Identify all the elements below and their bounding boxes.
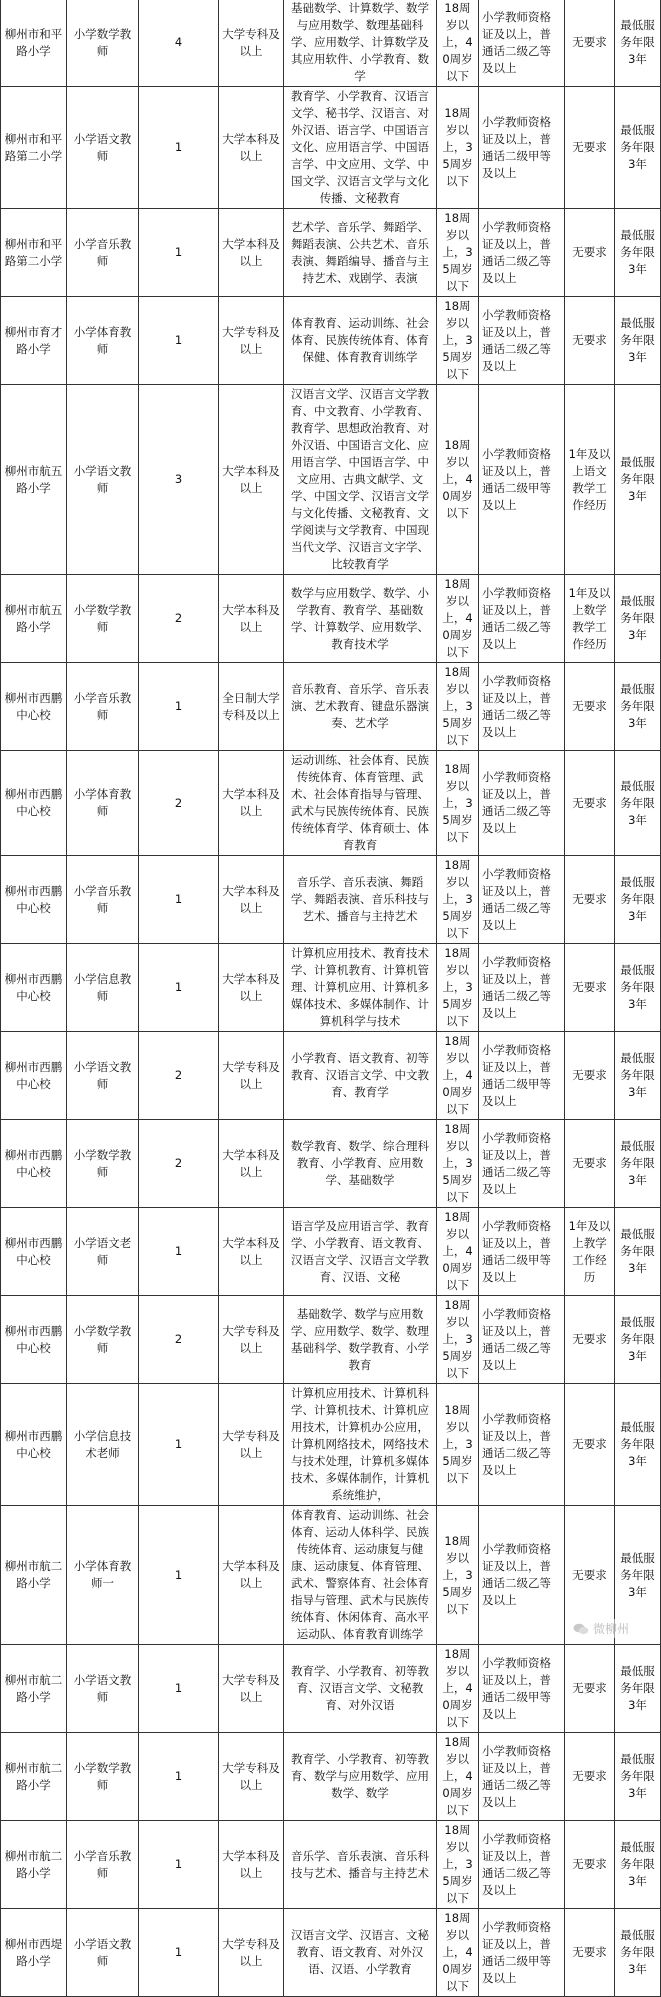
cell-position: 小学语文教师 bbox=[67, 87, 139, 209]
cell-education: 大学本科及以上 bbox=[219, 751, 284, 856]
table-row bbox=[1, 1645, 661, 1733]
cell-cert: 小学教师资格证及以上，普通话二级乙等及以上 bbox=[479, 0, 565, 87]
cell-cert: 小学教师资格证及以上，普通话二级甲等及以上 bbox=[479, 1645, 565, 1733]
cell-education: 大学本科及以上 bbox=[219, 1506, 284, 1645]
table-row bbox=[1, 663, 661, 751]
cell-school: 柳州市和平路第二小学 bbox=[1, 87, 67, 209]
cell-cert: 小学教师资格证及以上，普通话二级乙等及以上 bbox=[479, 1384, 565, 1506]
cell-count: 1 bbox=[139, 1645, 219, 1733]
table-row bbox=[1, 1733, 661, 1821]
cell-experience: 无要求 bbox=[565, 1821, 615, 1909]
cell-position: 小学数学教师 bbox=[67, 0, 139, 87]
cell-cert: 小学教师资格证及以上，普通话二级乙等及以上 bbox=[479, 1296, 565, 1384]
table-row bbox=[1, 1032, 661, 1120]
cell-education: 大学专科及以上 bbox=[219, 297, 284, 385]
table-row bbox=[1, 856, 661, 944]
cell-service: 最低服务年限3年 bbox=[615, 385, 661, 575]
cell-school: 柳州市西鹏中心校 bbox=[1, 944, 67, 1032]
cell-experience: 1年及以上语文教学工作经历 bbox=[565, 385, 615, 575]
cell-education: 大学专科及以上 bbox=[219, 1909, 284, 1997]
cell-school: 柳州市西鹏中心校 bbox=[1, 751, 67, 856]
cell-age: 18周岁以上，35周岁以下 bbox=[437, 1821, 479, 1909]
cell-school: 柳州市西鹏中心校 bbox=[1, 1296, 67, 1384]
cell-majors: 基础数学、数学与应用数学、应用数学、数学、数理基础科学、数学教育、小学教育 bbox=[284, 1296, 437, 1384]
table-row bbox=[1, 297, 661, 385]
cell-position: 小学体育教师一 bbox=[67, 1506, 139, 1645]
cell-service: 最低服务年限3年 bbox=[615, 1645, 661, 1733]
cell-majors: 教育学、小学教育、初等教育、数学与应用数学、应用数学、数学 bbox=[284, 1733, 437, 1821]
cell-service: 最低服务年限3年 bbox=[615, 663, 661, 751]
cell-majors: 体育教育、运动训练、社会体育、运动人体科学、民族传统体育、运动康复与健康、运动康复、体育管理、武术、警察体育、社会体育指导与管理、武术与民族传统体育、休闲体育、高水平运动队、体育教育训练学 bbox=[284, 1506, 437, 1645]
cell-position: 小学信息技术老师 bbox=[67, 1384, 139, 1506]
cell-majors: 计算机应用技术、计算机科学、计算机技术、计算机应用技术，计算机办公应用，计算机网络技术，网络技术与技术处理，计算机多媒体技术、多媒体制作，计算机系统维护， bbox=[284, 1384, 437, 1506]
cell-experience: 无要求 bbox=[565, 663, 615, 751]
cell-service: 最低服务年限3年 bbox=[615, 87, 661, 209]
cell-majors: 数学与应用数学、数学、小学教育、教育学、基础数学、计算数学、应用数学、教育技术学 bbox=[284, 575, 437, 663]
cell-age: 18周岁以上，40周岁以下 bbox=[437, 0, 479, 87]
cell-majors: 音乐教育、音乐学、音乐表演、艺术教育、键盘乐器演奏、艺术学 bbox=[284, 663, 437, 751]
cell-position: 小学音乐教师 bbox=[67, 1821, 139, 1909]
cell-count: 2 bbox=[139, 575, 219, 663]
cell-age: 18周岁以上，40周岁以下 bbox=[437, 575, 479, 663]
cell-service: 最低服务年限3年 bbox=[615, 0, 661, 87]
cell-service: 最低服务年限3年 bbox=[615, 856, 661, 944]
cell-cert: 小学教师资格证及以上，普通话二级乙等及以上 bbox=[479, 1120, 565, 1208]
cell-age: 18周岁以上，35周岁以下 bbox=[437, 87, 479, 209]
cell-majors: 汉语言文学、汉语言文学教育、中文教育、小学教育、教育学、思想政治教育、对外汉语、中国语言文化、应用语言学、中国语言学、中文应用、古典文献学、文学、中国文学、汉语言文学与文化传播、文秘教育、文学阅读与文学教育、中国现当代文学、汉语言文字学、比较教育学 bbox=[284, 385, 437, 575]
cell-education: 大学本科及以上 bbox=[219, 1208, 284, 1296]
cell-education: 大学专科及以上 bbox=[219, 1032, 284, 1120]
cell-cert: 小学教师资格证及以上，普通话二级乙等及以上 bbox=[479, 209, 565, 297]
cell-majors: 数学教育、数学、综合理科教育、小学教育、应用数学、基础数学 bbox=[284, 1120, 437, 1208]
cell-position: 小学音乐教师 bbox=[67, 663, 139, 751]
cell-majors: 运动训练、社会体育、民族传统体育、体育管理、武术、社会体育指导与管理、武术与民族传统体育、民族传统体育学、体育硕士、体育教育 bbox=[284, 751, 437, 856]
cell-school: 柳州市西鹏中心校 bbox=[1, 856, 67, 944]
cell-education: 大学本科及以上 bbox=[219, 1120, 284, 1208]
cell-education: 全日制大学专科及以上 bbox=[219, 663, 284, 751]
cell-position: 小学数学教师 bbox=[67, 575, 139, 663]
cell-majors: 小学教育、语文教育、初等教育、汉语言文学、中文教育、教育学 bbox=[284, 1032, 437, 1120]
cell-experience: 无要求 bbox=[565, 1120, 615, 1208]
cell-education: 大学专科及以上 bbox=[219, 1645, 284, 1733]
cell-experience: 无要求 bbox=[565, 1032, 615, 1120]
cell-position: 小学数学教师 bbox=[67, 1733, 139, 1821]
cell-experience: 无要求 bbox=[565, 1506, 615, 1645]
table-row bbox=[1, 1208, 661, 1296]
cell-majors: 教育学、小学教育、汉语言文学、秘书学、汉语言、对外汉语、语言学、中国语言文化、应用语言学、中国语言学、中文应用、文学、中国文学、汉语言文学与文化传播、文秘教育 bbox=[284, 87, 437, 209]
cell-experience: 无要求 bbox=[565, 751, 615, 856]
cell-service: 最低服务年限3年 bbox=[615, 1506, 661, 1645]
table-row bbox=[1, 87, 661, 209]
cell-cert: 小学教师资格证及以上，普通话二级乙等及以上 bbox=[479, 1821, 565, 1909]
cell-cert: 小学教师资格证及以上，普通话二级甲等及以上 bbox=[479, 1208, 565, 1296]
cell-age: 18周岁以上，35周岁以下 bbox=[437, 944, 479, 1032]
cell-age: 18周岁以上，35周岁以下 bbox=[437, 1120, 479, 1208]
cell-experience: 无要求 bbox=[565, 944, 615, 1032]
cell-experience: 无要求 bbox=[565, 1384, 615, 1506]
cell-age: 18周岁以上，35周岁以下 bbox=[437, 663, 479, 751]
cell-count: 1 bbox=[139, 1909, 219, 1997]
cell-education: 大学本科及以上 bbox=[219, 209, 284, 297]
cell-majors: 音乐学、音乐表演、舞蹈学、舞蹈表演、音乐科技与艺术、播音与主持艺术 bbox=[284, 856, 437, 944]
cell-experience: 无要求 bbox=[565, 1733, 615, 1821]
cell-cert: 小学教师资格证及以上，普通话二级乙等及以上 bbox=[479, 663, 565, 751]
cell-education: 大学专科及以上 bbox=[219, 1733, 284, 1821]
cell-majors: 音乐学、音乐表演、音乐科技与艺术、播音与主持艺术 bbox=[284, 1821, 437, 1909]
cell-school: 柳州市航五路小学 bbox=[1, 575, 67, 663]
cell-position: 小学语文教师 bbox=[67, 1032, 139, 1120]
cell-position: 小学音乐教师 bbox=[67, 209, 139, 297]
cell-school: 柳州市西堤路小学 bbox=[1, 1909, 67, 1997]
table-row bbox=[1, 944, 661, 1032]
cell-cert: 小学教师资格证及以上，普通话二级甲等及以上 bbox=[479, 87, 565, 209]
cell-cert: 小学教师资格证及以上，普通话二级乙等及以上 bbox=[479, 944, 565, 1032]
cell-education: 大学本科及以上 bbox=[219, 856, 284, 944]
cell-majors: 语言学及应用语言学、教育学、小学教育、语文教育、汉语言文学、汉语言文学教育、汉语、文秘 bbox=[284, 1208, 437, 1296]
cell-majors: 教育学、小学教育、初等教育、汉语言文学、文秘教育、对外汉语 bbox=[284, 1645, 437, 1733]
cell-majors: 计算机应用技术、教育技术学、计算机教育、计算机管理、计算机应用、计算机多媒体技术、多媒体制作、计算机科学与技术 bbox=[284, 944, 437, 1032]
cell-count: 1 bbox=[139, 1384, 219, 1506]
cell-age: 18周岁以上，40周岁以下 bbox=[437, 385, 479, 575]
table-row bbox=[1, 1821, 661, 1909]
cell-count: 1 bbox=[139, 209, 219, 297]
cell-age: 18周岁以上，35周岁以下 bbox=[437, 751, 479, 856]
cell-position: 小学信息教师 bbox=[67, 944, 139, 1032]
cell-count: 1 bbox=[139, 297, 219, 385]
cell-position: 小学数学教师 bbox=[67, 1296, 139, 1384]
cell-education: 大学本科及以上 bbox=[219, 944, 284, 1032]
cell-school: 柳州市西鹏中心校 bbox=[1, 1384, 67, 1506]
cell-majors: 汉语言文学、汉语言、文秘教育、语文教育、对外汉语、汉语、小学教育 bbox=[284, 1909, 437, 1997]
cell-position: 小学音乐教师 bbox=[67, 856, 139, 944]
cell-experience: 无要求 bbox=[565, 1645, 615, 1733]
cell-cert: 小学教师资格证及以上，普通话二级乙等及以上 bbox=[479, 751, 565, 856]
cell-age: 18周岁以上，35周岁以下 bbox=[437, 1384, 479, 1506]
cell-age: 18周岁以上，35周岁以下 bbox=[437, 1296, 479, 1384]
cell-count: 4 bbox=[139, 0, 219, 87]
cell-education: 大学专科及以上 bbox=[219, 1296, 284, 1384]
cell-position: 小学语文老师 bbox=[67, 1208, 139, 1296]
cell-education: 大学本科及以上 bbox=[219, 385, 284, 575]
cell-service: 最低服务年限3年 bbox=[615, 1733, 661, 1821]
table-row bbox=[1, 385, 661, 575]
cell-position: 小学体育教师 bbox=[67, 751, 139, 856]
cell-education: 大学本科及以上 bbox=[219, 1821, 284, 1909]
cell-position: 小学语文教师 bbox=[67, 1645, 139, 1733]
cell-service: 最低服务年限3年 bbox=[615, 944, 661, 1032]
cell-school: 柳州市和平路第二小学 bbox=[1, 209, 67, 297]
cell-cert: 小学教师资格证及以上，普通话二级乙等及以上 bbox=[479, 575, 565, 663]
cell-service: 最低服务年限3年 bbox=[615, 1120, 661, 1208]
cell-age: 18周岁以上，40周岁以下 bbox=[437, 1208, 479, 1296]
cell-experience: 无要求 bbox=[565, 856, 615, 944]
cell-majors: 体育教育、运动训练、社会体育、民族传统体育、体育保健、体育教育训练学 bbox=[284, 297, 437, 385]
cell-count: 1 bbox=[139, 856, 219, 944]
cell-count: 2 bbox=[139, 1296, 219, 1384]
cell-count: 2 bbox=[139, 1120, 219, 1208]
cell-service: 最低服务年限3年 bbox=[615, 751, 661, 856]
cell-age: 18周岁以上，40周岁以下 bbox=[437, 1733, 479, 1821]
table-row bbox=[1, 575, 661, 663]
cell-cert: 小学教师资格证及以上，普通话二级乙等及以上 bbox=[479, 1506, 565, 1645]
cell-experience: 无要求 bbox=[565, 87, 615, 209]
table-row bbox=[1, 1296, 661, 1384]
cell-position: 小学数学教师 bbox=[67, 1120, 139, 1208]
cell-count: 1 bbox=[139, 1506, 219, 1645]
cell-school: 柳州市航五路小学 bbox=[1, 385, 67, 575]
cell-position: 小学语文教师 bbox=[67, 1909, 139, 1997]
cell-school: 柳州市航二路小学 bbox=[1, 1645, 67, 1733]
cell-service: 最低服务年限3年 bbox=[615, 1032, 661, 1120]
cell-education: 大学专科及以上 bbox=[219, 0, 284, 87]
cell-majors: 基础数学、计算数学、数学与应用数学、数理基础科学、应用数学、计算数学及其应用软件、小学教育、数学 bbox=[284, 0, 437, 87]
cell-majors: 艺术学、音乐学、舞蹈学、舞蹈表演、公共艺术、音乐表演、舞蹈编导、播音与主持艺术、戏剧学、表演 bbox=[284, 209, 437, 297]
cell-count: 1 bbox=[139, 944, 219, 1032]
cell-age: 18周岁以上，35周岁以下 bbox=[437, 297, 479, 385]
cell-age: 18周岁以上，40周岁以下 bbox=[437, 1032, 479, 1120]
cell-cert: 小学教师资格证及以上，普通话二级甲等及以上 bbox=[479, 385, 565, 575]
cell-experience: 无要求 bbox=[565, 1909, 615, 1997]
cell-experience: 1年及以上教学工作经历 bbox=[565, 1208, 615, 1296]
cell-school: 柳州市和平路小学 bbox=[1, 0, 67, 87]
cell-school: 柳州市航二路小学 bbox=[1, 1821, 67, 1909]
cell-service: 最低服务年限3年 bbox=[615, 209, 661, 297]
cell-cert: 小学教师资格证及以上，普通话二级乙等及以上 bbox=[479, 856, 565, 944]
cell-position: 小学语文教师 bbox=[67, 385, 139, 575]
cell-count: 2 bbox=[139, 751, 219, 856]
cell-education: 大学专科及以上 bbox=[219, 1384, 284, 1506]
cell-count: 3 bbox=[139, 385, 219, 575]
cell-cert: 小学教师资格证及以上，普通话二级甲等及以上 bbox=[479, 1909, 565, 1997]
cell-school: 柳州市西鹏中心校 bbox=[1, 1208, 67, 1296]
cell-experience: 无要求 bbox=[565, 209, 615, 297]
watermark-text: 微柳州 bbox=[592, 1622, 629, 1636]
cell-service: 最低服务年限3年 bbox=[615, 1296, 661, 1384]
cell-service: 最低服务年限3年 bbox=[615, 1208, 661, 1296]
cell-school: 柳州市航二路小学 bbox=[1, 1506, 67, 1645]
cell-age: 18周岁以上，35周岁以下 bbox=[437, 856, 479, 944]
cell-experience: 无要求 bbox=[565, 0, 615, 87]
cell-count: 1 bbox=[139, 1208, 219, 1296]
cell-school: 柳州市西鹏中心校 bbox=[1, 1032, 67, 1120]
cell-age: 18周岁以上，40周岁以下 bbox=[437, 1645, 479, 1733]
wechat-icon bbox=[573, 1623, 589, 1635]
cell-school: 柳州市航二路小学 bbox=[1, 1733, 67, 1821]
cell-age: 18周岁以上，40周岁以下 bbox=[437, 1909, 479, 1997]
cell-count: 1 bbox=[139, 1821, 219, 1909]
cell-age: 18周岁以上，35周岁以下 bbox=[437, 209, 479, 297]
cell-cert: 小学教师资格证及以上，普通话二级甲等及以上 bbox=[479, 1032, 565, 1120]
cell-education: 大学本科及以上 bbox=[219, 87, 284, 209]
cell-age: 18周岁以上，35周岁以下 bbox=[437, 1506, 479, 1645]
table-row bbox=[1, 1120, 661, 1208]
cell-service: 最低服务年限3年 bbox=[615, 1821, 661, 1909]
table-row bbox=[1, 1506, 661, 1645]
table-row bbox=[1, 751, 661, 856]
cell-cert: 小学教师资格证及以上，普通话二级乙等及以上 bbox=[479, 1733, 565, 1821]
cell-experience: 1年及以上数学教学工作经历 bbox=[565, 575, 615, 663]
cell-count: 1 bbox=[139, 663, 219, 751]
cell-school: 柳州市西鹏中心校 bbox=[1, 1120, 67, 1208]
cell-count: 1 bbox=[139, 87, 219, 209]
cell-cert: 小学教师资格证及以上，普通话二级乙等及以上 bbox=[479, 297, 565, 385]
table-row bbox=[1, 209, 661, 297]
table-row bbox=[1, 1384, 661, 1506]
cell-service: 最低服务年限3年 bbox=[615, 575, 661, 663]
cell-experience: 无要求 bbox=[565, 297, 615, 385]
cell-position: 小学体育教师 bbox=[67, 297, 139, 385]
cell-count: 1 bbox=[139, 1733, 219, 1821]
watermark bbox=[570, 1619, 632, 1638]
cell-service: 最低服务年限3年 bbox=[615, 1909, 661, 1997]
cell-education: 大学本科及以上 bbox=[219, 575, 284, 663]
cell-school: 柳州市西鹏中心校 bbox=[1, 663, 67, 751]
cell-service: 最低服务年限3年 bbox=[615, 297, 661, 385]
cell-count: 2 bbox=[139, 1032, 219, 1120]
table-row bbox=[1, 1909, 661, 1997]
cell-school: 柳州市育才路小学 bbox=[1, 297, 67, 385]
cell-service: 最低服务年限3年 bbox=[615, 1384, 661, 1506]
cell-experience: 无要求 bbox=[565, 1296, 615, 1384]
table-row bbox=[1, 0, 661, 87]
